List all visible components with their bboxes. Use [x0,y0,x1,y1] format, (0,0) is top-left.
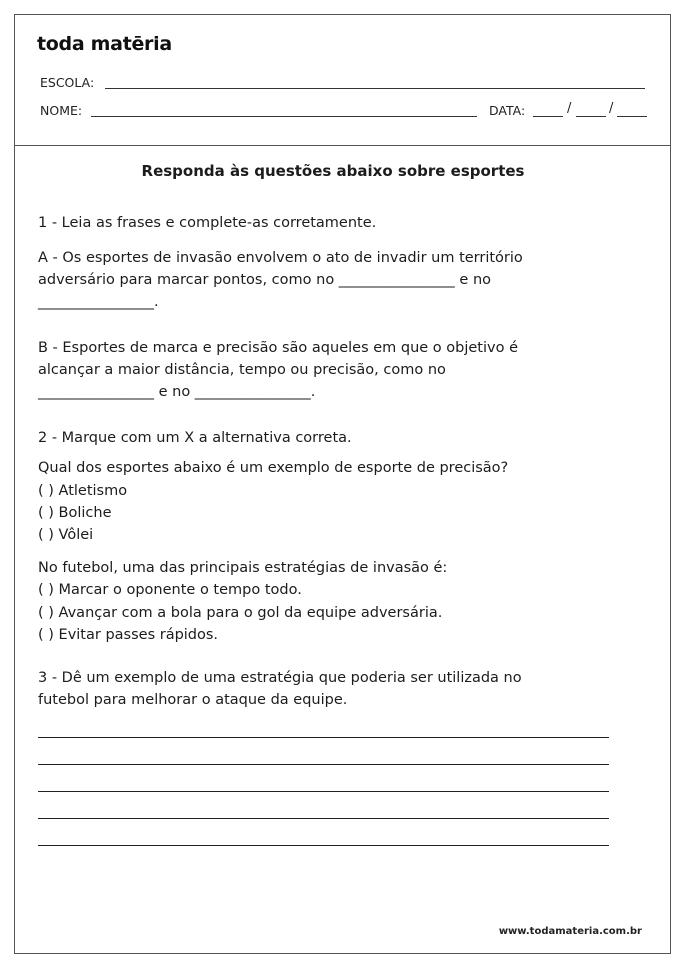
worksheet-header [15,15,670,146]
name-label: NOME: [40,103,83,118]
question-2b-text: No futebol, uma das principais estratégias de invasão é: [38,560,448,576]
answer-writing-line[interactable] [38,791,609,792]
school-field[interactable] [105,88,645,89]
date-day-field[interactable] [533,116,563,117]
date-year-field[interactable] [617,116,647,117]
name-field[interactable] [91,116,477,117]
footer-url: www.todamateria.com.br [498,926,642,937]
option-atletismo[interactable]: ( ) Atletismo [38,483,128,499]
date-separator: / [567,101,572,116]
question-1a-line: adversário para marcar pontos, como no ________________ e no [38,272,492,288]
school-label: ESCOLA: [40,75,95,90]
answer-writing-line[interactable] [38,845,609,846]
date-month-field[interactable] [576,116,606,117]
date-separator: / [609,101,614,116]
option-boliche[interactable]: ( ) Boliche [38,505,112,521]
answer-writing-line[interactable] [38,764,609,765]
page-title: Responda às questões abaixo sobre esportes [141,162,525,180]
answer-writing-line[interactable] [38,818,609,819]
answer-writing-line[interactable] [38,737,609,738]
question-3-line: futebol para melhorar o ataque da equipe. [38,692,348,708]
question-1-prompt: 1 - Leia as frases e complete-as corretamente. [38,215,377,231]
option-evitar-passes[interactable]: ( ) Evitar passes rápidos. [38,627,219,643]
question-3-line: 3 - Dê um exemplo de uma estratégia que poderia ser utilizada no [38,670,522,686]
question-1a-line: A - Os esportes de invasão envolvem o ato de invadir um território [38,250,523,266]
brand-logo: toda matēria [37,33,172,55]
question-1b-line: B - Esportes de marca e precisão são aqueles em que o objetivo é [38,340,519,356]
option-avancar-bola[interactable]: ( ) Avançar com a bola para o gol da equipe adversária. [38,605,443,621]
question-2a-text: Qual dos esportes abaixo é um exemplo de esporte de precisão? [38,460,509,476]
option-volei[interactable]: ( ) Vôlei [38,527,94,543]
question-1b-line: alcançar a maior distância, tempo ou precisão, como no [38,362,446,378]
question-1b-line: ________________ e no ________________. [38,384,316,400]
question-2-prompt: 2 - Marque com um X a alternativa correta. [38,430,352,446]
option-marcar-oponente[interactable]: ( ) Marcar o oponente o tempo todo. [38,582,302,598]
question-1a-line: ________________. [38,294,159,310]
date-label: DATA: [489,103,526,118]
